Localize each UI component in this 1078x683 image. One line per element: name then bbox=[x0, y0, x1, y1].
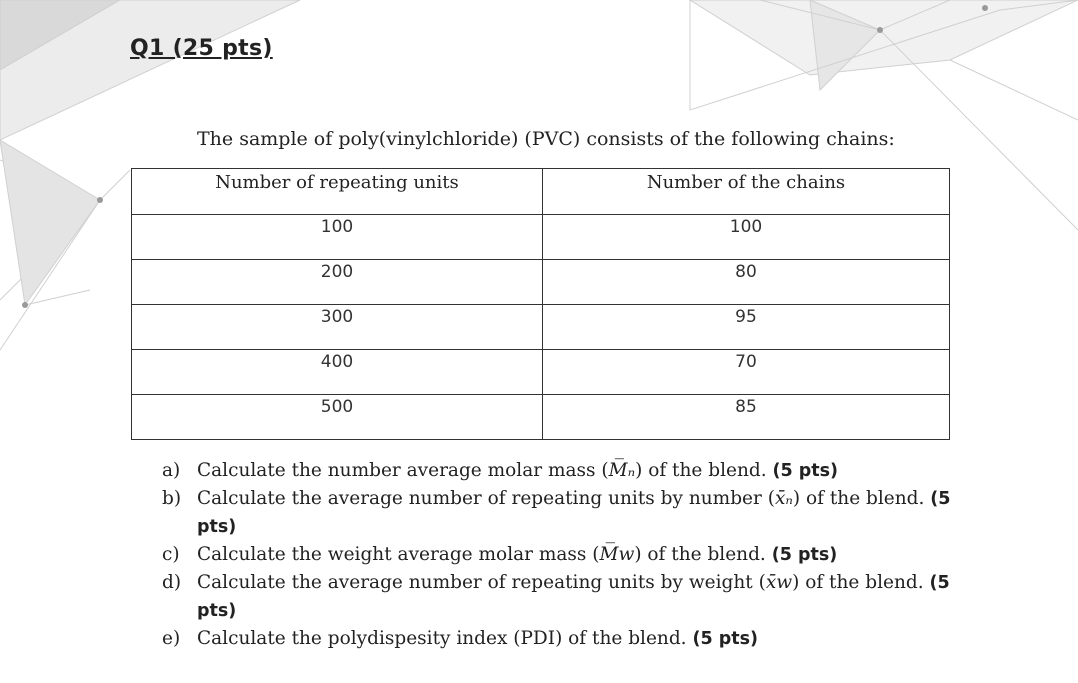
column-header-repeating-units: Number of repeating units bbox=[132, 169, 543, 215]
part-letter: e) bbox=[162, 628, 181, 649]
table-header-row bbox=[132, 169, 950, 215]
part-points: (5 pts) bbox=[197, 573, 950, 621]
part-symbol: x̄w bbox=[765, 572, 793, 593]
part-text-end: ) of the blend. bbox=[792, 572, 924, 593]
part-points: (5 pts) bbox=[197, 489, 951, 537]
chain-count-cell: 95 bbox=[543, 305, 950, 350]
repeating-units-cell: 400 bbox=[132, 350, 543, 395]
part-symbol: M̅ₙ bbox=[608, 460, 636, 481]
part-points: (5 pts) bbox=[772, 461, 839, 481]
chain-count-cell: 85 bbox=[543, 395, 950, 440]
part-points: (5 pts) bbox=[692, 629, 759, 649]
part-text-end: ) of the blend. bbox=[792, 488, 925, 509]
question-part-e bbox=[162, 625, 962, 653]
part-text: Calculate the weight average molar mass ( bbox=[197, 544, 600, 565]
repeating-units-cell: 100 bbox=[132, 215, 543, 260]
part-text: Calculate the polydispesity index (PDI) of the blend. bbox=[197, 628, 687, 649]
table-row bbox=[132, 305, 950, 350]
table-row bbox=[132, 215, 950, 260]
column-header-number-of-chains: Number of the chains bbox=[543, 169, 950, 215]
part-text: Calculate the number average molar mass ( bbox=[197, 460, 609, 481]
chain-count-cell: 100 bbox=[543, 215, 950, 260]
part-points: (5 pts) bbox=[771, 545, 838, 565]
question-part-a bbox=[162, 457, 962, 485]
part-symbol: M̅w bbox=[599, 544, 635, 565]
chain-count-cell: 70 bbox=[543, 350, 950, 395]
table-row bbox=[132, 395, 950, 440]
repeating-units-cell: 200 bbox=[132, 260, 543, 305]
chain-count-cell: 80 bbox=[543, 260, 950, 305]
repeating-units-cell: 500 bbox=[132, 395, 543, 440]
part-symbol: x̄ₙ bbox=[774, 488, 793, 509]
chains-table bbox=[131, 168, 950, 440]
part-letter: b) bbox=[162, 488, 182, 509]
question-parts-list bbox=[162, 457, 962, 653]
part-letter: d) bbox=[162, 572, 182, 593]
part-text: Calculate the average number of repeating units by number ( bbox=[197, 488, 775, 509]
part-letter: a) bbox=[162, 460, 181, 481]
part-text-end: ) of the blend. bbox=[634, 544, 766, 565]
question-part-c bbox=[162, 541, 962, 569]
intro-text: The sample of poly(vinylchloride) (PVC) consists of the following chains: bbox=[197, 128, 895, 150]
question-heading: Q1 (25 pts) bbox=[130, 36, 273, 61]
part-text: Calculate the average number of repeating units by weight ( bbox=[197, 572, 766, 593]
question-part-b bbox=[162, 485, 962, 541]
question-part-d bbox=[162, 569, 962, 625]
part-letter: c) bbox=[162, 544, 180, 565]
table-row bbox=[132, 350, 950, 395]
repeating-units-cell: 300 bbox=[132, 305, 543, 350]
table-row bbox=[132, 260, 950, 305]
part-text-end: ) of the blend. bbox=[635, 460, 767, 481]
